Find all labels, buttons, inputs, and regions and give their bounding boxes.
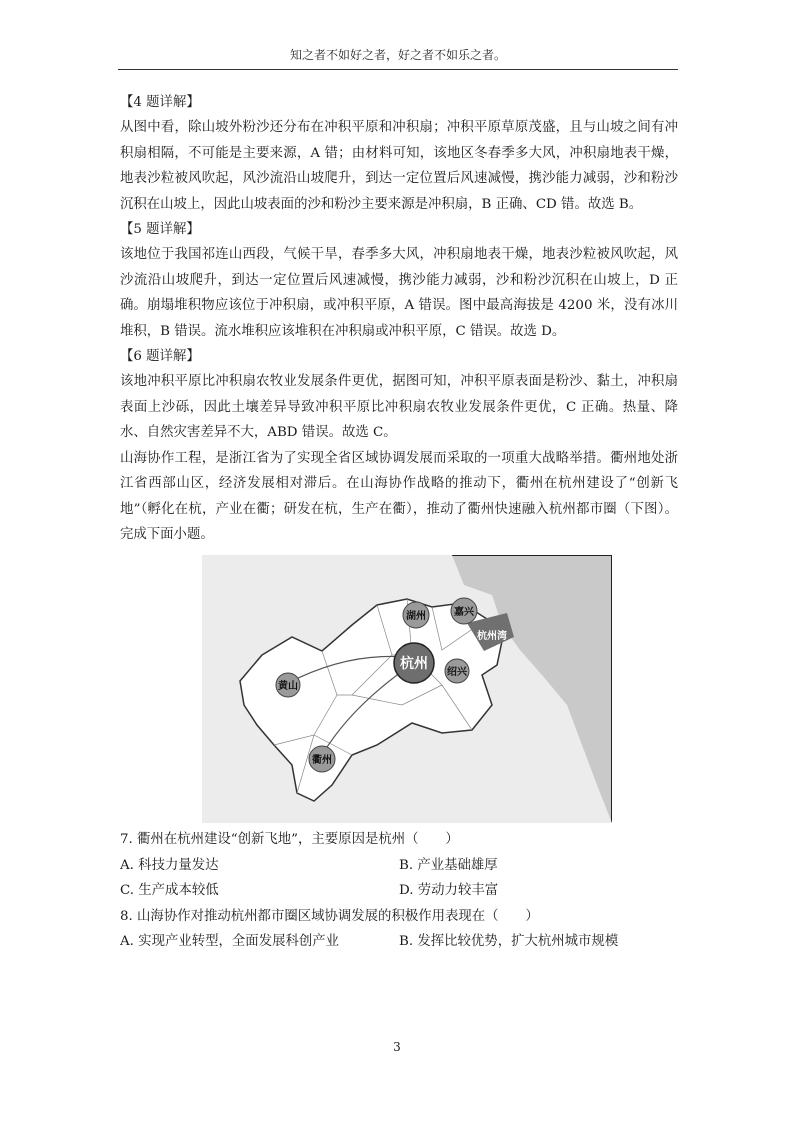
header-rule [118,69,678,70]
q7-option-b: B. 产业基础雄厚 [399,857,498,873]
q7-option-d: D. 劳动力较丰富 [399,883,499,899]
q7-stem: 7. 衢州在杭州建设“创新飞地”，主要原因是杭州（ ） [120,832,459,848]
q7-option-a: A. 科技力量发达 [120,857,219,873]
label-shaoxing: 绍兴 [447,667,467,679]
q6-explanation: 该地冲积平原比冲积扇农牧业发展条件更优，据图可知，冲积平原表面是粉沙、黏土，冲积扇表面上沙砾，因此土壤差异导致冲积平原比冲积扇农牧业发展条件更优，C 正确。热量、降水、自然灾害差异不大，ABD 错误。故选 C。 [120,374,678,441]
label-jiaxing: 嘉兴 [454,607,474,619]
q8-option-a: A. 实现产业转型，全面发展科创产业 [120,933,340,949]
q8-stem: 8. 山海协作对推动杭州都市圈区域协调发展的积极作用表现在（ ） [120,908,539,924]
q7-options-row-2 [120,878,678,903]
document-body [120,90,678,954]
page-header-motto: 知之者不如好之者，好之者不如乐之者。 [289,48,506,62]
label-hangzhou: 杭州 [400,656,428,673]
page-number: 3 [393,1040,401,1054]
material-intro: 山海协作工程，是浙江省为了实现全省区域协调发展而采取的一项重大战略举措。衢州地处浙江省西部山区，经济发展相对滞后。在山海协作战略的推动下，衢州在杭州建设了“创新飞地”（孵化在杭，产业在衢；研发在杭，生产在衢），推动了衢州快速融入杭州都市圈（下图）。完成下面小题。 [120,450,678,542]
label-hangzhou-bay: 杭州湾 [477,631,507,643]
label-quzhou: 衢州 [312,755,332,767]
q4-explanation: 从图中看，除山坡外粉沙还分布在冲积平原和冲积扇；冲积平原草原茂盛，且与山坡之间有冲积扇相隔，不可能是主要来源，A 错；由材料可知，该地区冬春季多大风，冲积扇地表干燥，地表沙粒被风吹起，风沙流沿山坡爬升，到达一定位置后风速减慢，携沙能力减弱，沙和粉沙沉积在山坡上，因此山坡表面的沙和粉沙主要来源是冲积扇，B 正确、CD 错。故选 B。 [120,120,678,212]
label-huangshan: 黄山 [278,681,298,693]
q8-options-row-1 [120,929,678,954]
q5-heading: 【5 题详解】 [120,222,200,238]
q7-option-c: C. 生产成本较低 [120,883,219,899]
q4-heading: 【4 题详解】 [120,95,200,110]
label-huzhou: 湖州 [406,611,426,623]
q5-explanation: 该地位于我国祁连山西段，气候干旱，春季多大风，冲积扇地表干燥，地表沙粒被风吹起，风沙流沿山坡爬升，到达一定位置后风速减慢，携沙能力减弱，沙和粉沙沉积在山坡上，D 正确。崩塌堆积物应该位于冲积扇，或冲积平原，A 错误。图中最高海拔是 4200 米，没有冰川堆积，B 错误。流水堆积应该堆积在冲积扇或冲积平原，C 错误。故选 D。 [120,247,678,339]
q7-options-row-1 [120,853,678,878]
q6-heading: 【6 题详解】 [120,349,200,365]
hangzhou-metropolitan-map [202,555,612,823]
q8-option-b: B. 发挥比较优势，扩大杭州城市规模 [399,933,619,949]
